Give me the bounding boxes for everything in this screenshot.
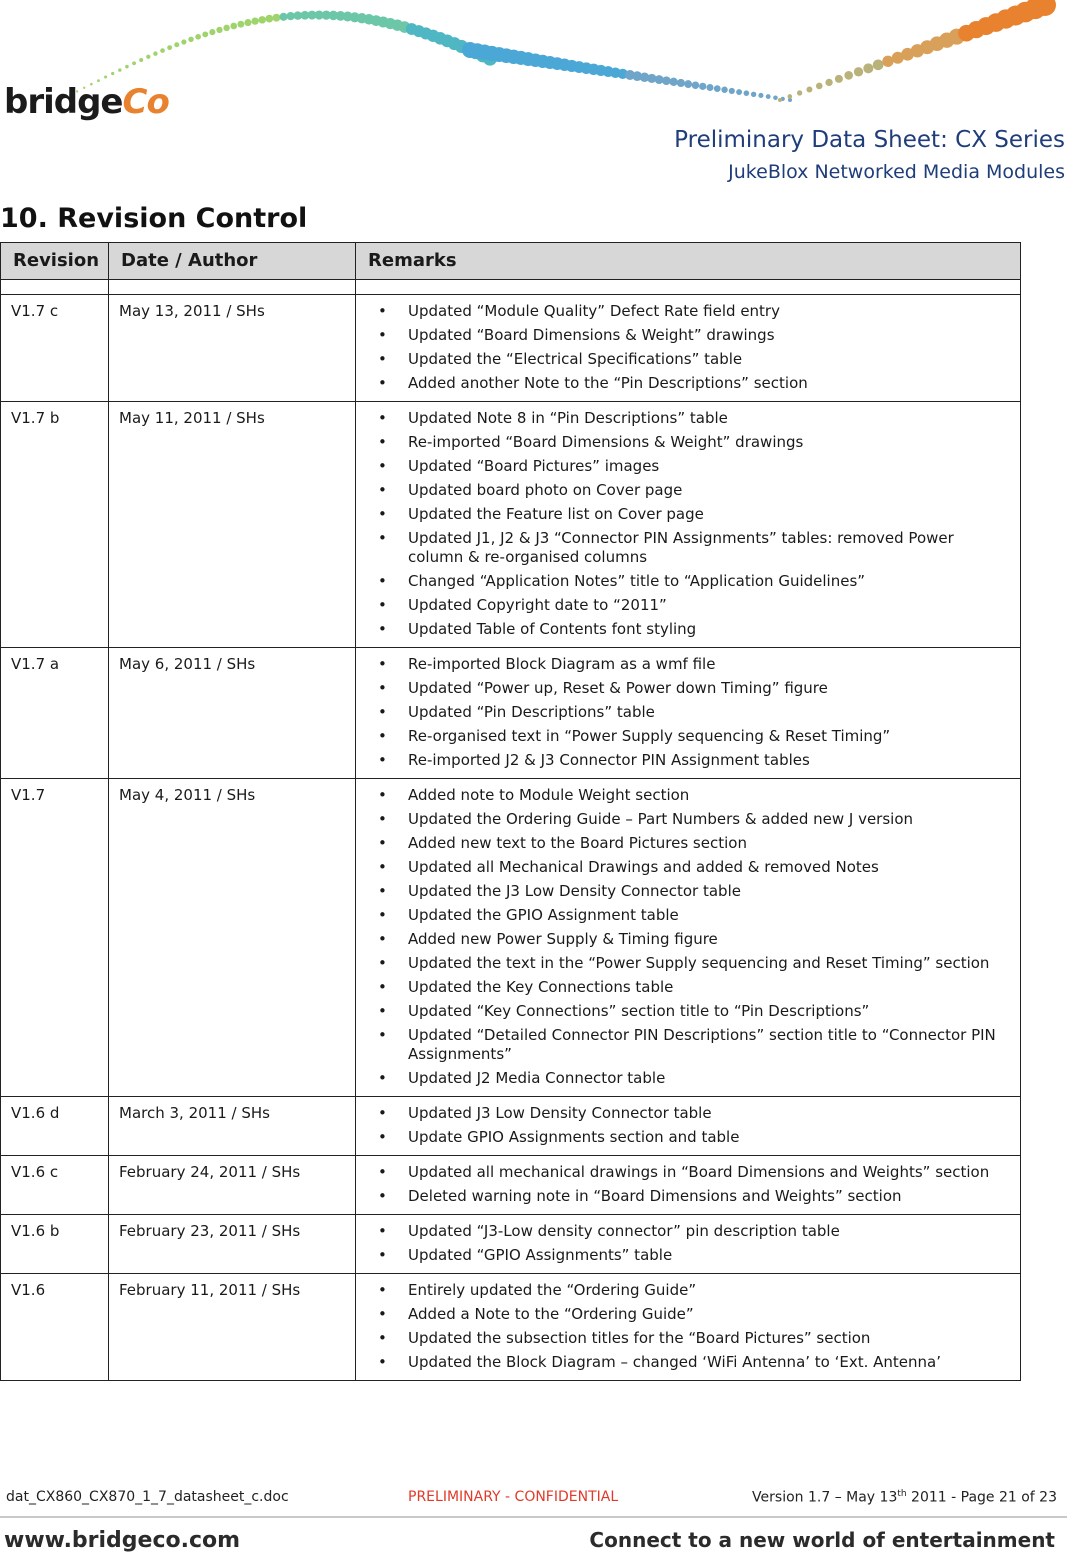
remark-item: • Updated Copyright date to “2011” — [366, 596, 1010, 615]
remarks-list — [366, 1163, 1010, 1206]
footer-divider — [0, 1516, 1067, 1518]
decorative-dot — [778, 98, 782, 102]
decorative-dot — [662, 76, 671, 85]
decorative-dot — [721, 87, 727, 93]
table-row — [1, 648, 1021, 779]
decorative-dot — [692, 81, 700, 89]
decorative-dot — [766, 94, 771, 99]
logo-text-accent: Co — [122, 82, 169, 122]
revision-cell: V1.6 d — [1, 1097, 109, 1156]
revision-cell: V1.7 b — [1, 402, 109, 648]
remark-item: • Deleted warning note in “Board Dimensions and Weights” section — [366, 1187, 1010, 1206]
decorative-dot — [195, 34, 201, 40]
footer-version — [752, 1489, 1057, 1506]
remark-item: • Updated the subsection titles for the “Board Pictures” section — [366, 1329, 1010, 1348]
decorative-dot — [118, 68, 121, 71]
decorative-dot — [216, 27, 222, 33]
remarks-cell — [356, 779, 1021, 1097]
date-author-cell: May 11, 2011 / SHs — [109, 402, 356, 648]
table-row — [1, 779, 1021, 1097]
revision-table — [0, 242, 1021, 1381]
decorative-dot — [258, 16, 265, 23]
decorative-dot — [751, 92, 756, 97]
decorative-dot — [202, 31, 208, 37]
remark-item: • Re-organised text in “Power Supply sequencing & Reset Timing” — [366, 727, 1010, 746]
remarks-cell — [356, 648, 1021, 779]
remark-item: • Updated “GPIO Assignments” table — [366, 1246, 1010, 1265]
footer-version-sup: th — [897, 1489, 907, 1499]
revision-cell: V1.7 a — [1, 648, 109, 779]
remark-item: • Updated “Power up, Reset & Power down Timing” figure — [366, 679, 1010, 698]
table-row — [1, 1097, 1021, 1156]
decorative-dot — [873, 59, 884, 70]
decorative-dot — [854, 67, 863, 76]
decorative-dot — [825, 79, 832, 86]
decorative-dot — [669, 78, 677, 86]
decorative-dot — [209, 29, 215, 35]
remark-item: • Updated J3 Low Density Connector table — [366, 1104, 1010, 1123]
remarks-list — [366, 1222, 1010, 1265]
table-row — [1, 1156, 1021, 1215]
remark-item: • Added a Note to the “Ordering Guide” — [366, 1305, 1010, 1324]
footer-filename: dat_CX860_CX870_1_7_datasheet_c.doc — [6, 1489, 289, 1505]
decorative-dot — [244, 19, 251, 26]
decorative-dot — [863, 63, 873, 73]
bridgeco-logo — [4, 82, 169, 122]
decorative-dot — [237, 21, 244, 28]
decorative-dot — [181, 39, 186, 44]
decorative-dot — [729, 88, 735, 94]
revision-cell: V1.6 — [1, 1274, 109, 1381]
remarks-cell — [356, 1156, 1021, 1215]
logo-text-main: bridge — [4, 82, 123, 122]
table-row — [1, 295, 1021, 402]
decorative-dot — [139, 58, 143, 62]
decorative-dot — [816, 83, 823, 90]
decorative-dot — [773, 95, 778, 100]
remark-item: • Updated “Key Connections” section title to “Pin Descriptions” — [366, 1002, 1010, 1021]
remarks-cell — [356, 1097, 1021, 1156]
date-author-cell: May 6, 2011 / SHs — [109, 648, 356, 779]
decorative-dot — [188, 37, 193, 42]
header-remarks: Remarks — [356, 243, 1021, 280]
decorative-dot — [272, 14, 280, 22]
decorative-dot — [280, 13, 288, 21]
remark-item: • Updated the “Electrical Specifications” table — [366, 350, 1010, 369]
section-title: 10. Revision Control — [0, 203, 308, 234]
remarks-list — [366, 655, 1010, 770]
revision-cell: V1.6 b — [1, 1215, 109, 1274]
date-author-cell: February 23, 2011 / SHs — [109, 1215, 356, 1274]
remarks-list — [366, 786, 1010, 1088]
empty-row — [1, 280, 1021, 295]
remarks-list — [366, 409, 1010, 639]
decorative-dot — [223, 25, 229, 31]
decorative-dot — [160, 48, 165, 53]
decorative-dot — [714, 85, 721, 92]
decorative-dot — [167, 45, 172, 50]
remark-item: • Updated all mechanical drawings in “Board Dimensions and Weights” section — [366, 1163, 1010, 1182]
remark-item: • Updated the Block Diagram – changed ‘WiFi Antenna’ to ‘Ext. Antenna’ — [366, 1353, 1010, 1372]
remark-item: • Re-imported Block Diagram as a wmf file — [366, 655, 1010, 674]
decorative-dot — [844, 71, 853, 80]
footer-confidential: PRELIMINARY - CONFIDENTIAL — [408, 1489, 619, 1505]
decorative-dot — [251, 17, 258, 24]
table-row — [1, 1274, 1021, 1381]
decorative-dot — [265, 15, 273, 23]
remark-item: • Updated the J3 Low Density Connector table — [366, 882, 1010, 901]
remark-item: • Updated J2 Media Connector table — [366, 1069, 1010, 1088]
decorative-dot — [835, 75, 843, 83]
decorative-dot — [699, 83, 706, 90]
decorative-dot — [707, 84, 714, 91]
remark-item: • Updated “Detailed Connector PIN Descriptions” section title to “Connector PIN Assignments” — [366, 1026, 1010, 1064]
decorative-dot — [111, 72, 114, 75]
revision-cell: V1.7 c — [1, 295, 109, 402]
decorative-dot — [174, 42, 179, 47]
remark-item: • Changed “Application Notes” title to “Application Guidelines” — [366, 572, 1010, 591]
decorative-dot — [736, 89, 742, 95]
decorative-dot — [125, 65, 129, 69]
remark-item: • Updated “J3-Low density connector” pin description table — [366, 1222, 1010, 1241]
remark-item: • Updated “Board Dimensions & Weight” drawings — [366, 326, 1010, 345]
document-subtitle: JukeBlox Networked Media Modules — [728, 161, 1065, 183]
decorative-dot — [230, 23, 237, 30]
revision-cell: V1.6 c — [1, 1156, 109, 1215]
date-author-cell: February 24, 2011 / SHs — [109, 1156, 356, 1215]
decorative-dot — [146, 55, 150, 59]
remark-item: • Added note to Module Weight section — [366, 786, 1010, 805]
revision-cell: V1.7 — [1, 779, 109, 1097]
decorative-dot — [677, 79, 685, 87]
remark-item: • Added new Power Supply & Timing figure — [366, 930, 1010, 949]
decorative-dot — [806, 86, 812, 92]
remark-item: • Updated the Feature list on Cover page — [366, 505, 1010, 524]
remark-item: • Updated the Ordering Guide – Part Numbers & added new J version — [366, 810, 1010, 829]
decorative-dot — [758, 93, 763, 98]
remarks-cell — [356, 402, 1021, 648]
document-title: Preliminary Data Sheet: CX Series — [674, 127, 1065, 153]
decorative-dot — [744, 90, 750, 96]
remarks-list — [366, 1104, 1010, 1147]
header-revision: Revision — [1, 243, 109, 280]
remark-item: • Updated board photo on Cover page — [366, 481, 1010, 500]
remark-item: • Re-imported “Board Dimensions & Weight” drawings — [366, 433, 1010, 452]
date-author-cell: May 4, 2011 / SHs — [109, 779, 356, 1097]
remarks-cell — [356, 1274, 1021, 1381]
remark-item: • Update GPIO Assignments section and table — [366, 1128, 1010, 1147]
remark-item: • Entirely updated the “Ordering Guide” — [366, 1281, 1010, 1300]
remark-item: • Re-imported J2 & J3 Connector PIN Assignment tables — [366, 751, 1010, 770]
decorative-dot — [132, 61, 136, 65]
remark-item: • Added another Note to the “Pin Descriptions” section — [366, 374, 1010, 393]
decorative-dot — [684, 80, 692, 88]
remark-item: • Updated the GPIO Assignment table — [366, 906, 1010, 925]
footer-version-prefix: Version 1.7 – May 13 — [752, 1489, 898, 1506]
date-author-cell: February 11, 2011 / SHs — [109, 1274, 356, 1381]
remark-item: • Updated the Key Connections table — [366, 978, 1010, 997]
remark-item: • Updated “Board Pictures” images — [366, 457, 1010, 476]
footer-tagline: Connect to a new world of entertainment — [589, 1528, 1055, 1552]
remarks-cell — [356, 295, 1021, 402]
remark-item: • Added new text to the Board Pictures section — [366, 834, 1010, 853]
table-row — [1, 1215, 1021, 1274]
remarks-list — [366, 302, 1010, 393]
header-date-author: Date / Author — [109, 243, 356, 280]
decorative-dot — [153, 51, 157, 55]
table-header-row — [1, 243, 1021, 280]
decorative-dot — [104, 76, 107, 79]
remark-item: • Updated the text in the “Power Supply sequencing and Reset Timing” section — [366, 954, 1010, 973]
remarks-list — [366, 1281, 1010, 1372]
remark-item: • Updated Table of Contents font styling — [366, 620, 1010, 639]
remark-item: • Updated Note 8 in “Pin Descriptions” table — [366, 409, 1010, 428]
table-row — [1, 402, 1021, 648]
date-author-cell: May 13, 2011 / SHs — [109, 295, 356, 402]
decorative-dot — [797, 90, 802, 95]
footer-version-suffix: 2011 - Page 21 of 23 — [906, 1489, 1057, 1506]
decorative-dot — [787, 94, 792, 99]
remark-item: • Updated all Mechanical Drawings and added & removed Notes — [366, 858, 1010, 877]
date-author-cell: March 3, 2011 / SHs — [109, 1097, 356, 1156]
remark-item: • Updated “Pin Descriptions” table — [366, 703, 1010, 722]
remark-item: • Updated “Module Quality” Defect Rate field entry — [366, 302, 1010, 321]
remark-item: • Updated J1, J2 & J3 “Connector PIN Assignments” tables: removed Power column & re-organised columns — [366, 529, 1010, 567]
footer-url: www.bridgeco.com — [4, 1528, 241, 1553]
remarks-cell — [356, 1215, 1021, 1274]
